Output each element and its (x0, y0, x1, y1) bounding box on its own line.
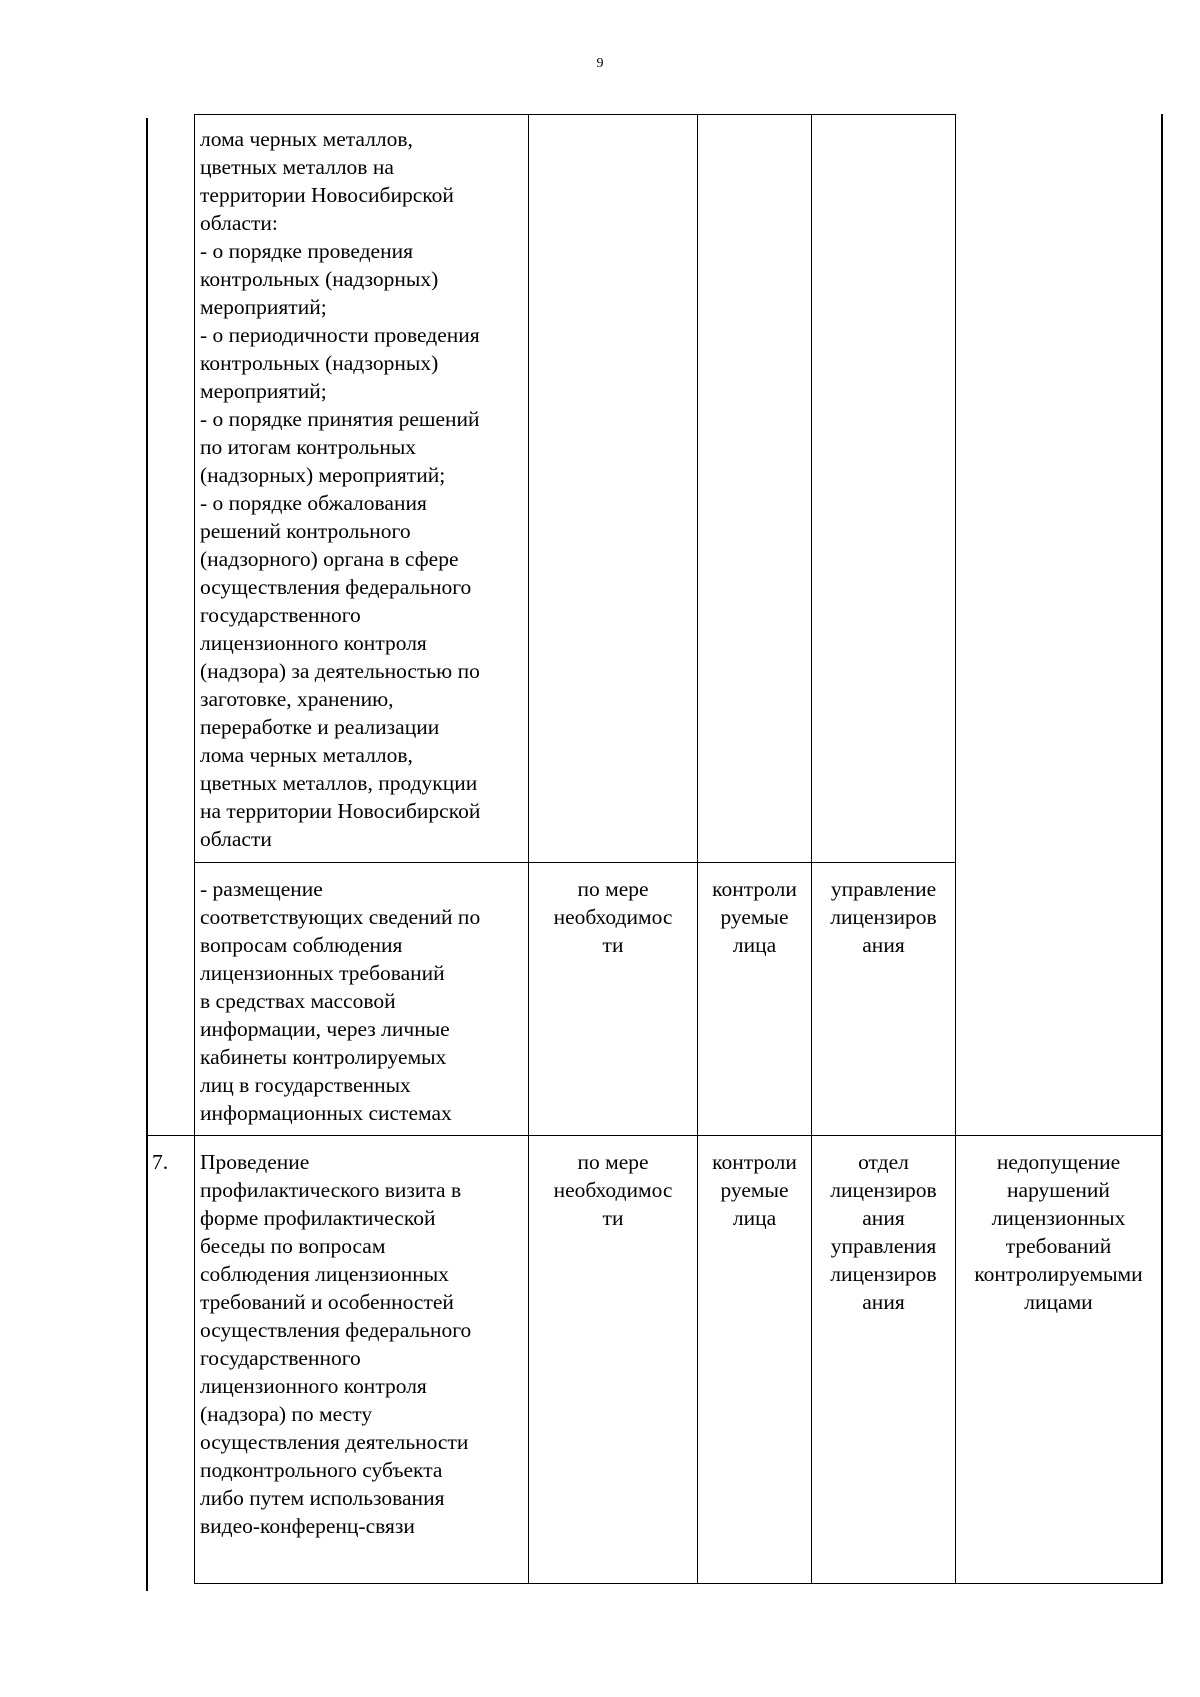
table-row-1-description: лома черных металлов, цветных металлов на территории Новосибирской области: - о порядке проведения контрольных (надзорных) мероприятий; - о периодичности проведения контрольных (надзорных) мероприятий; - о порядке принятия решений по итогам контрольных (надзорных) мероприятий; - о порядке обжалования решений контрольного (надзорного) органа в сфере осуществления федерального государственного лицензионного контроля (надзора) за деятельностью по заготовке, хранению, переработке и реализации лома черных металлов, цветных металлов, продукции на территории Новосибирской области (200, 127, 481, 851)
table-row-3-period: по мере необходимос ти (553, 1150, 673, 1230)
table-border-right (1161, 114, 1163, 1584)
table-row-2-period: по мере необходимос ти (553, 877, 673, 957)
column-divider-description (528, 114, 529, 1584)
row-divider-1 (194, 862, 956, 863)
table-row-2-description: - размещение соответствующих сведений по вопросам соблюдения лицензионных требований в средствах массовой информации, через личные кабинеты контролируемых лиц в государственных информационных системах (200, 877, 481, 1125)
page-number: 9 (596, 56, 604, 71)
row-divider-2 (146, 1135, 1163, 1136)
column-divider-period (697, 114, 698, 1584)
table-border-bottom (194, 1583, 1163, 1584)
column-divider-subjects (811, 114, 812, 1584)
table-border-top (194, 114, 956, 115)
table-row-3-responsible: отдел лицензиров ания управления лицензиров ания (830, 1150, 937, 1314)
table-row-3-description: Проведение профилактического визита в форме профилактической беседы по вопросам соблюдения лицензионных требований и особенностей осуществления федерального государственного лицензионного контроля (надзора) по месту осуществления деятельности подконтрольного субъекта либо путем использования видео-конференц-связи (200, 1150, 472, 1538)
column-divider-num (194, 114, 195, 1584)
table-row-3-number: 7. (152, 1150, 169, 1174)
table-border-left (146, 118, 148, 1591)
table-row-3-result: недопущение нарушений лицензионных требований контролируемыми лицами (974, 1150, 1143, 1314)
table-row-2-responsible: управление лицензиров ания (830, 877, 937, 957)
column-divider-responsible (955, 114, 956, 1584)
table-row-2-subjects: контроли руемые лица (712, 877, 797, 957)
table-row-3-subjects: контроли руемые лица (712, 1150, 797, 1230)
